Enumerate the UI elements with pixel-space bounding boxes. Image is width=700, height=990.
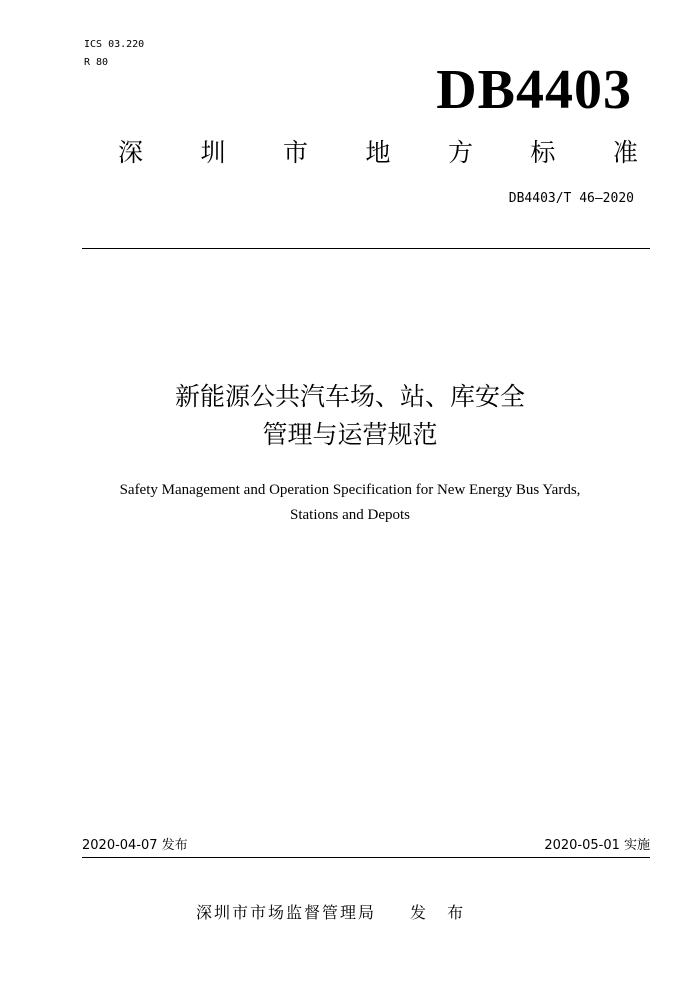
standard-number: DB4403/T 46—2020 (508, 191, 634, 206)
english-title (0, 478, 700, 528)
heading-char: 准 (612, 138, 638, 167)
heading-char: 市 (282, 138, 308, 167)
classification-block (84, 36, 144, 72)
publisher-row (196, 900, 471, 926)
heading-char: 地 (365, 138, 391, 167)
standard-code-logo: DB4403 (436, 59, 632, 121)
category-code: R 80 (84, 57, 109, 68)
implement-date: 2020-05-01 实施 (544, 838, 650, 853)
bottom-divider (82, 857, 650, 858)
chinese-title (0, 378, 700, 454)
publish-label: 发 布 (410, 903, 472, 922)
heading-char: 深 (118, 138, 144, 167)
english-title-line-2: Stations and Depots (290, 507, 410, 523)
english-title-line-1: Safety Management and Operation Specification for New Energy Bus Yards, (119, 482, 581, 498)
ics-code: ICS 03.220 (84, 39, 145, 50)
chinese-title-line-1: 新能源公共汽车场、站、库安全 (174, 382, 525, 411)
local-standard-heading (118, 136, 638, 170)
top-divider (82, 248, 650, 249)
heading-char: 方 (447, 138, 473, 167)
heading-char: 圳 (200, 138, 226, 167)
chinese-title-line-2: 管理与运营规范 (262, 420, 438, 449)
heading-char: 标 (530, 138, 556, 167)
release-date: 2020-04-07 发布 (82, 838, 188, 853)
publisher-name: 深圳市市场监督管理局 (196, 903, 377, 922)
date-row (82, 836, 650, 856)
